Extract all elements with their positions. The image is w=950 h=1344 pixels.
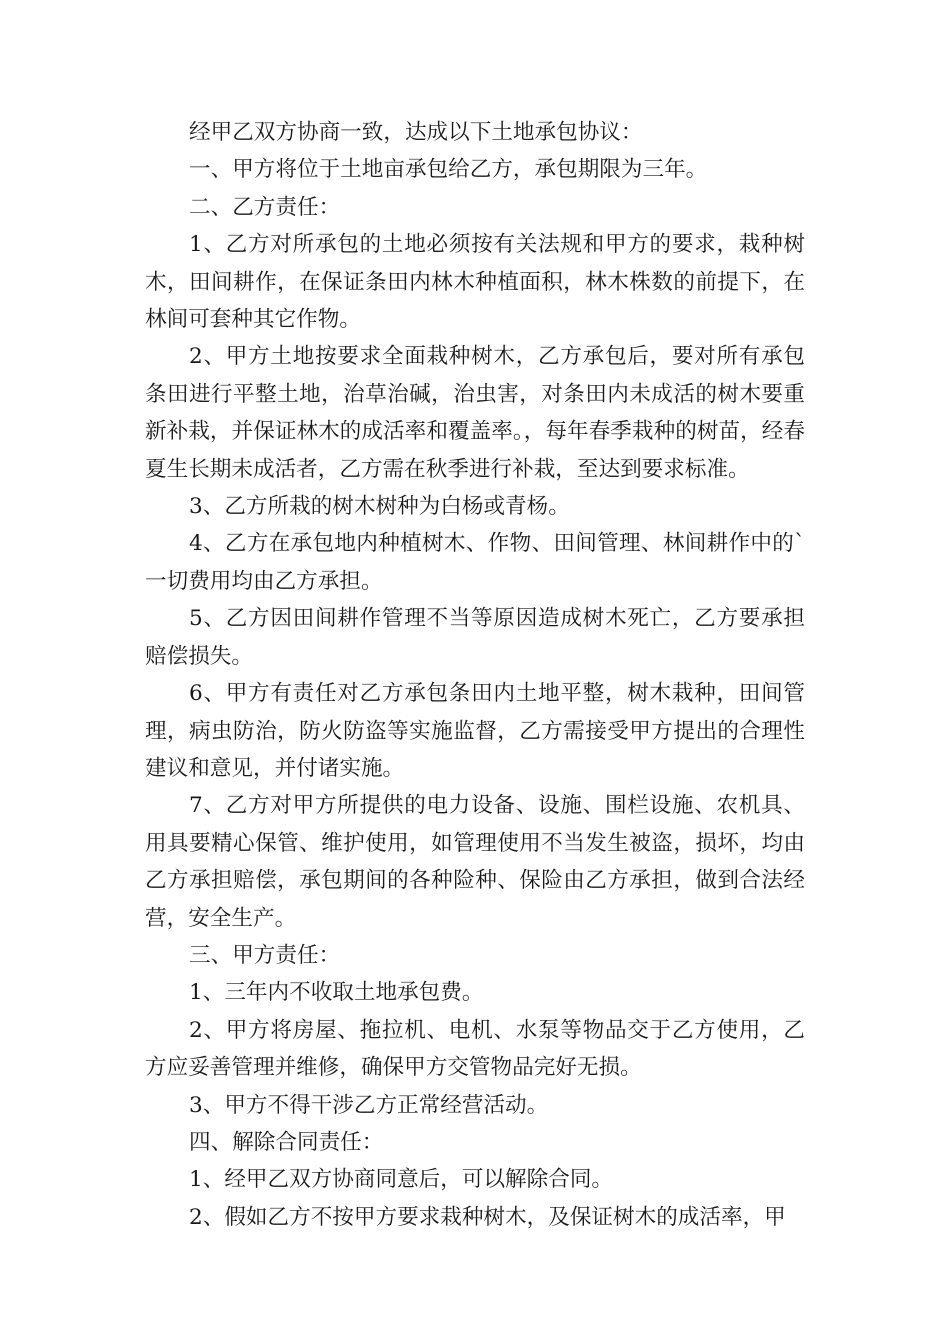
document-body [145,114,805,1236]
party-a-clause-2: 2、甲方将房屋、拖拉机、电机、水泵等物品交于乙方使用，乙方应妥善管理并维修，确保甲方交管物品完好无损。 [145,1017,805,1081]
party-a-clause-1: 1、三年内不收取土地承包费。 [189,980,484,1006]
party-b-clause-5: 5、乙方因田间耕作管理不当等原因造成树木死亡，乙方要承担赔偿损失。 [145,606,805,669]
party-b-clause-2: 2、甲方土地按要求全面栽种树木，乙方承包后，要对所有承包条田进行平整土地，治草治碱，治虫害，对条田内未成活的树木要重新补栽，并保证林木的成活率和覆盖率。，每年春季栽种的树苗，经春夏生长期未成活者，乙方需在秋季进行补栽，至达到要求标准。 [145,344,805,482]
section-heading-termination: 四、解除合同责任： [189,1129,384,1155]
section-heading-party-b: 二、乙方责任： [189,194,341,220]
party-b-clause-6: 6、甲方有责任对乙方承包条田内土地平整，树木栽种，田间管理，病虫防治，防火防盗等实施监督，乙方需接受甲方提出的合理性建议和意见，并付诸实施。 [145,681,805,781]
party-b-clause-3: 3、乙方所栽的树木树种为白杨或青杨。 [189,494,570,520]
termination-clause-1: 1、经甲乙双方协商同意后，可以解除合同。 [189,1167,614,1193]
party-b-clause-7: 7、乙方对甲方所提供的电力设备、设施、围栏设施、农机具、用具要精心保管、维护使用，如管理使用不当发生被盗，损坏，均由乙方承担赔偿，承包期间的各种险种、保险由乙方承担，做到合法经营，安全生产。 [145,793,805,931]
party-a-clause-3: 3、甲方不得干涉乙方正常经营活动。 [189,1092,549,1118]
termination-clause-2: 2、假如乙方不按甲方要求栽种树木，及保证树木的成活率，甲 [189,1204,786,1230]
intro-paragraph: 经甲乙双方协商一致，达成以下土地承包协议： [189,120,643,145]
party-b-clause-4: 4、乙方在承包地内种植树木、作物、田间管理、林间耕作中的`一切费用均由乙方承担。 [145,531,805,594]
section-heading-party-a: 三、甲方责任： [189,942,341,968]
party-b-clause-1: 1、乙方对所承包的土地必须按有关法规和甲方的要求，栽种树木，田间耕作，在保证条田内林木种植面积，林木株数的前提下，在林间可套种其它作物。 [145,232,805,333]
article-1-term: 一、甲方将位于土地亩承包给乙方，承包期限为三年。 [189,157,708,183]
